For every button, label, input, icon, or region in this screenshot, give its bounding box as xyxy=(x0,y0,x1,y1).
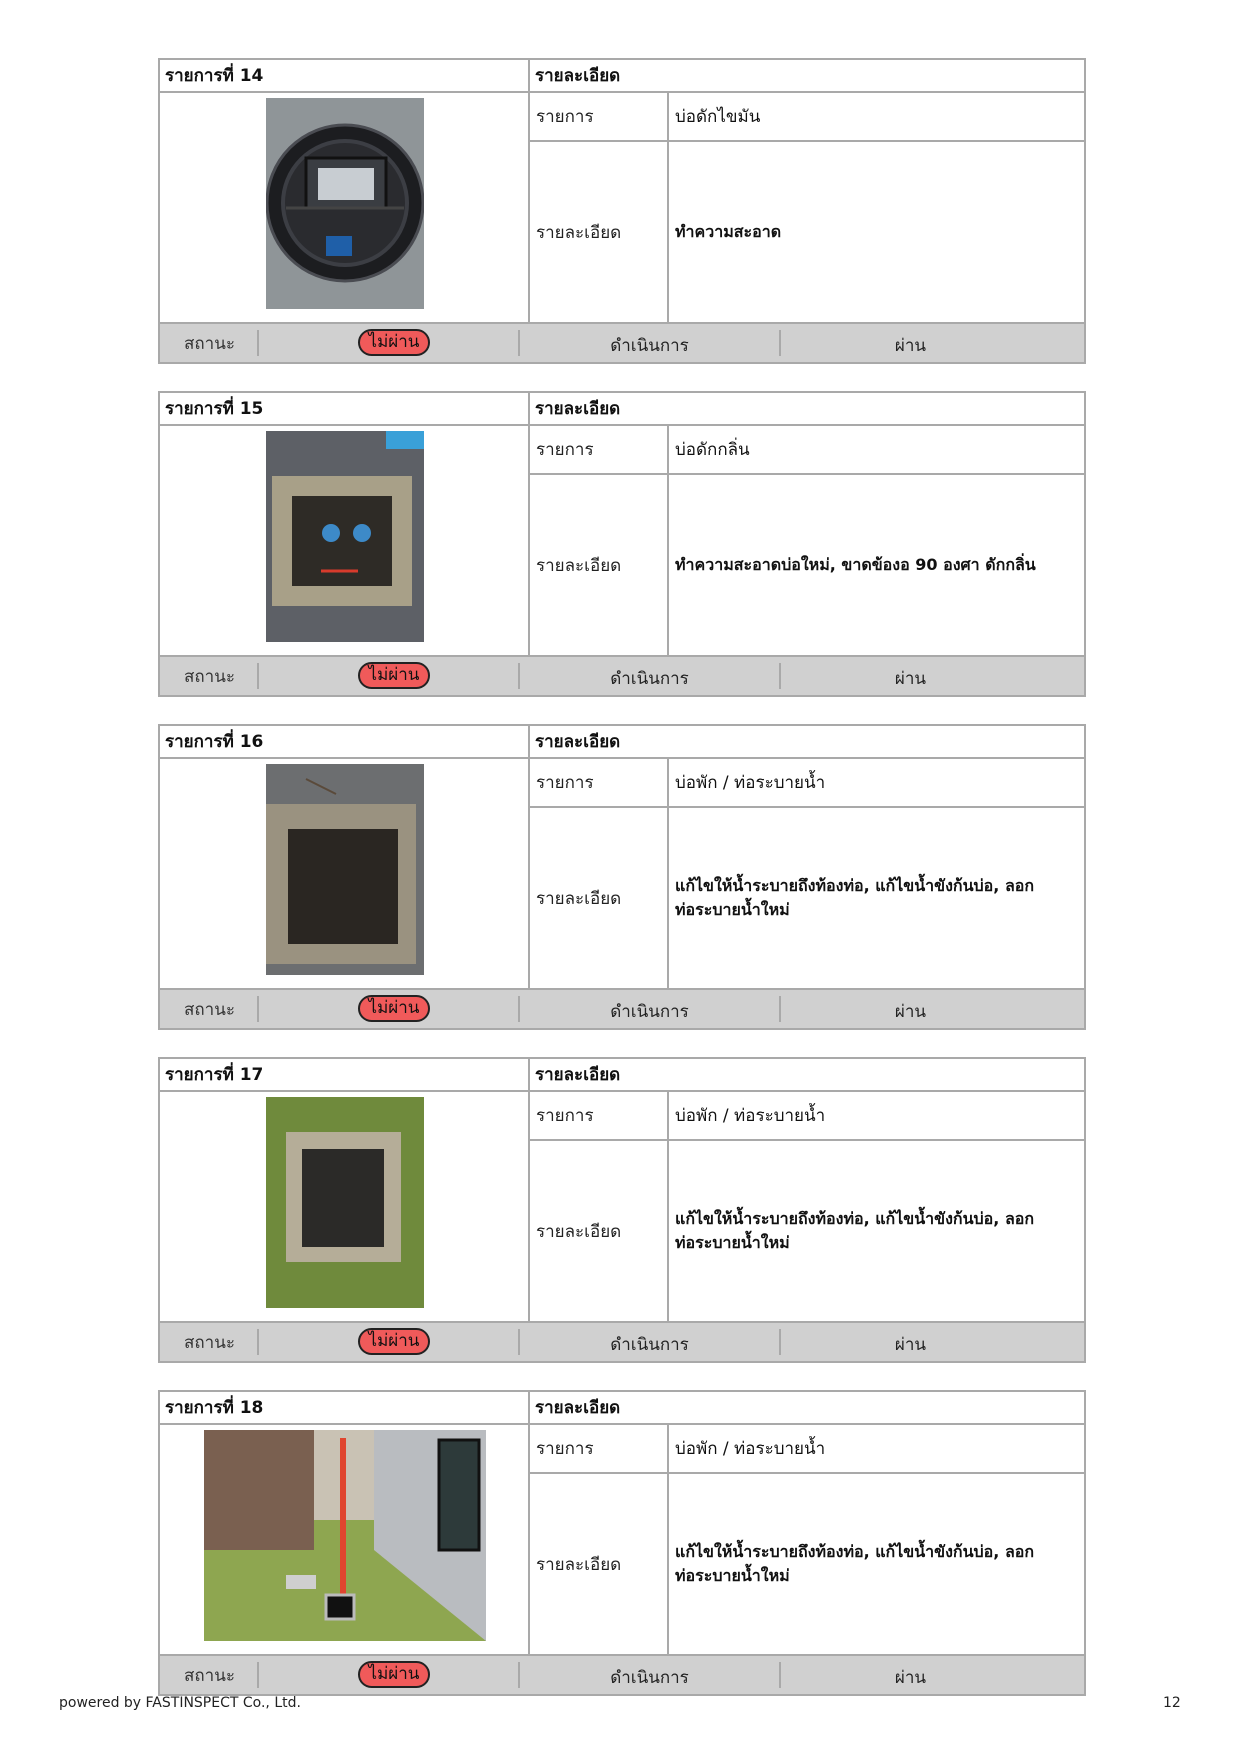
detail-row xyxy=(530,1141,1084,1321)
divider xyxy=(257,330,259,356)
status-label: สถานะ xyxy=(184,334,235,354)
photo-cell xyxy=(160,1425,530,1654)
status-bar xyxy=(160,988,1084,1028)
item-title: รายการที่ 17 xyxy=(160,1059,530,1092)
detail-row xyxy=(530,1474,1084,1654)
status-in-progress-button[interactable]: ดำเนินการ xyxy=(610,336,689,356)
item-label: รายการ xyxy=(530,426,669,473)
inspection-card-17 xyxy=(158,1057,1086,1363)
status-bar xyxy=(160,322,1084,362)
grease-trap-photo[interactable] xyxy=(266,98,424,309)
detail-label: รายละเอียด xyxy=(530,1474,669,1654)
status-bar xyxy=(160,1654,1084,1694)
detail-label: รายละเอียด xyxy=(530,808,669,988)
detail-label: รายละเอียด xyxy=(530,1141,669,1321)
detail-header: รายละเอียด xyxy=(530,1059,1084,1092)
item-title: รายการที่ 14 xyxy=(160,60,530,93)
status-pass-button[interactable]: ผ่าน xyxy=(894,669,927,689)
inspection-card-15 xyxy=(158,391,1086,697)
status-bar xyxy=(160,655,1084,695)
item-value: บ่อพัก / ท่อระบายน้ำ xyxy=(675,1439,826,1459)
item-label: รายการ xyxy=(530,93,669,140)
status-fail-badge[interactable]: ไม่ผ่าน xyxy=(358,995,430,1022)
divider xyxy=(257,1662,259,1688)
status-pass-button[interactable]: ผ่าน xyxy=(894,1335,927,1355)
status-fail-badge[interactable]: ไม่ผ่าน xyxy=(358,1661,430,1688)
status-label: สถานะ xyxy=(184,667,235,687)
manhole-gravel-photo[interactable] xyxy=(266,764,424,975)
yard-manhole-photo[interactable] xyxy=(204,1430,486,1641)
detail-value: แก้ไขให้น้ำระบายถึงท้องท่อ, แก้ไขน้ำขังก้นบ่อ, ลอกท่อระบายน้ำใหม่ xyxy=(675,876,1035,919)
item-row xyxy=(530,759,1084,808)
status-label: สถานะ xyxy=(184,1666,235,1686)
photo-cell xyxy=(160,426,530,655)
status-fail-badge[interactable]: ไม่ผ่าน xyxy=(358,1328,430,1355)
status-in-progress-button[interactable]: ดำเนินการ xyxy=(610,669,689,689)
detail-row xyxy=(530,808,1084,988)
detail-value: ทำความสะอาดบ่อใหม่, ขาดข้องอ 90 องศา ดักกลิ่น xyxy=(675,555,1036,574)
item-title: รายการที่ 16 xyxy=(160,726,530,759)
item-label: รายการ xyxy=(530,1092,669,1139)
footer-powered-by: powered by FASTINSPECT Co., Ltd. xyxy=(59,1695,301,1711)
item-label: รายการ xyxy=(530,1425,669,1472)
divider xyxy=(257,663,259,689)
manhole-grass-photo[interactable] xyxy=(266,1097,424,1308)
divider xyxy=(257,1329,259,1355)
detail-label: รายละเอียด xyxy=(530,142,669,322)
status-in-progress-button[interactable]: ดำเนินการ xyxy=(610,1002,689,1022)
status-label: สถานะ xyxy=(184,1000,235,1020)
detail-label: รายละเอียด xyxy=(530,475,669,655)
item-value: บ่อดักไขมัน xyxy=(675,107,761,127)
item-value: บ่อพัก / ท่อระบายน้ำ xyxy=(675,773,826,793)
detail-row xyxy=(530,475,1084,655)
item-value: บ่อพัก / ท่อระบายน้ำ xyxy=(675,1106,826,1126)
odor-trap-photo[interactable] xyxy=(266,431,424,642)
inspection-card-18 xyxy=(158,1390,1086,1696)
status-fail-badge[interactable]: ไม่ผ่าน xyxy=(358,662,430,689)
divider xyxy=(257,996,259,1022)
status-pass-button[interactable]: ผ่าน xyxy=(894,1668,927,1688)
item-row xyxy=(530,1092,1084,1141)
detail-header: รายละเอียด xyxy=(530,60,1084,93)
status-bar xyxy=(160,1321,1084,1361)
status-pass-button[interactable]: ผ่าน xyxy=(894,1002,927,1022)
page-number: 12 xyxy=(1163,1695,1181,1711)
item-row xyxy=(530,1425,1084,1474)
item-title: รายการที่ 18 xyxy=(160,1392,530,1425)
photo-cell xyxy=(160,93,530,322)
item-row xyxy=(530,426,1084,475)
status-in-progress-button[interactable]: ดำเนินการ xyxy=(610,1335,689,1355)
status-fail-badge[interactable]: ไม่ผ่าน xyxy=(358,329,430,356)
detail-row xyxy=(530,142,1084,322)
status-in-progress-button[interactable]: ดำเนินการ xyxy=(610,1668,689,1688)
inspection-card-14 xyxy=(158,58,1086,364)
status-pass-button[interactable]: ผ่าน xyxy=(894,336,927,356)
detail-value: แก้ไขให้น้ำระบายถึงท้องท่อ, แก้ไขน้ำขังก้นบ่อ, ลอกท่อระบายน้ำใหม่ xyxy=(675,1542,1035,1585)
detail-value: แก้ไขให้น้ำระบายถึงท้องท่อ, แก้ไขน้ำขังก้นบ่อ, ลอกท่อระบายน้ำใหม่ xyxy=(675,1209,1035,1252)
item-title: รายการที่ 15 xyxy=(160,393,530,426)
item-value: บ่อดักกลิ่น xyxy=(675,440,750,460)
item-row xyxy=(530,93,1084,142)
detail-header: รายละเอียด xyxy=(530,726,1084,759)
inspection-card-16 xyxy=(158,724,1086,1030)
detail-header: รายละเอียด xyxy=(530,1392,1084,1425)
item-label: รายการ xyxy=(530,759,669,806)
photo-cell xyxy=(160,1092,530,1321)
status-label: สถานะ xyxy=(184,1333,235,1353)
photo-cell xyxy=(160,759,530,988)
detail-value: ทำความสะอาด xyxy=(675,222,782,241)
detail-header: รายละเอียด xyxy=(530,393,1084,426)
